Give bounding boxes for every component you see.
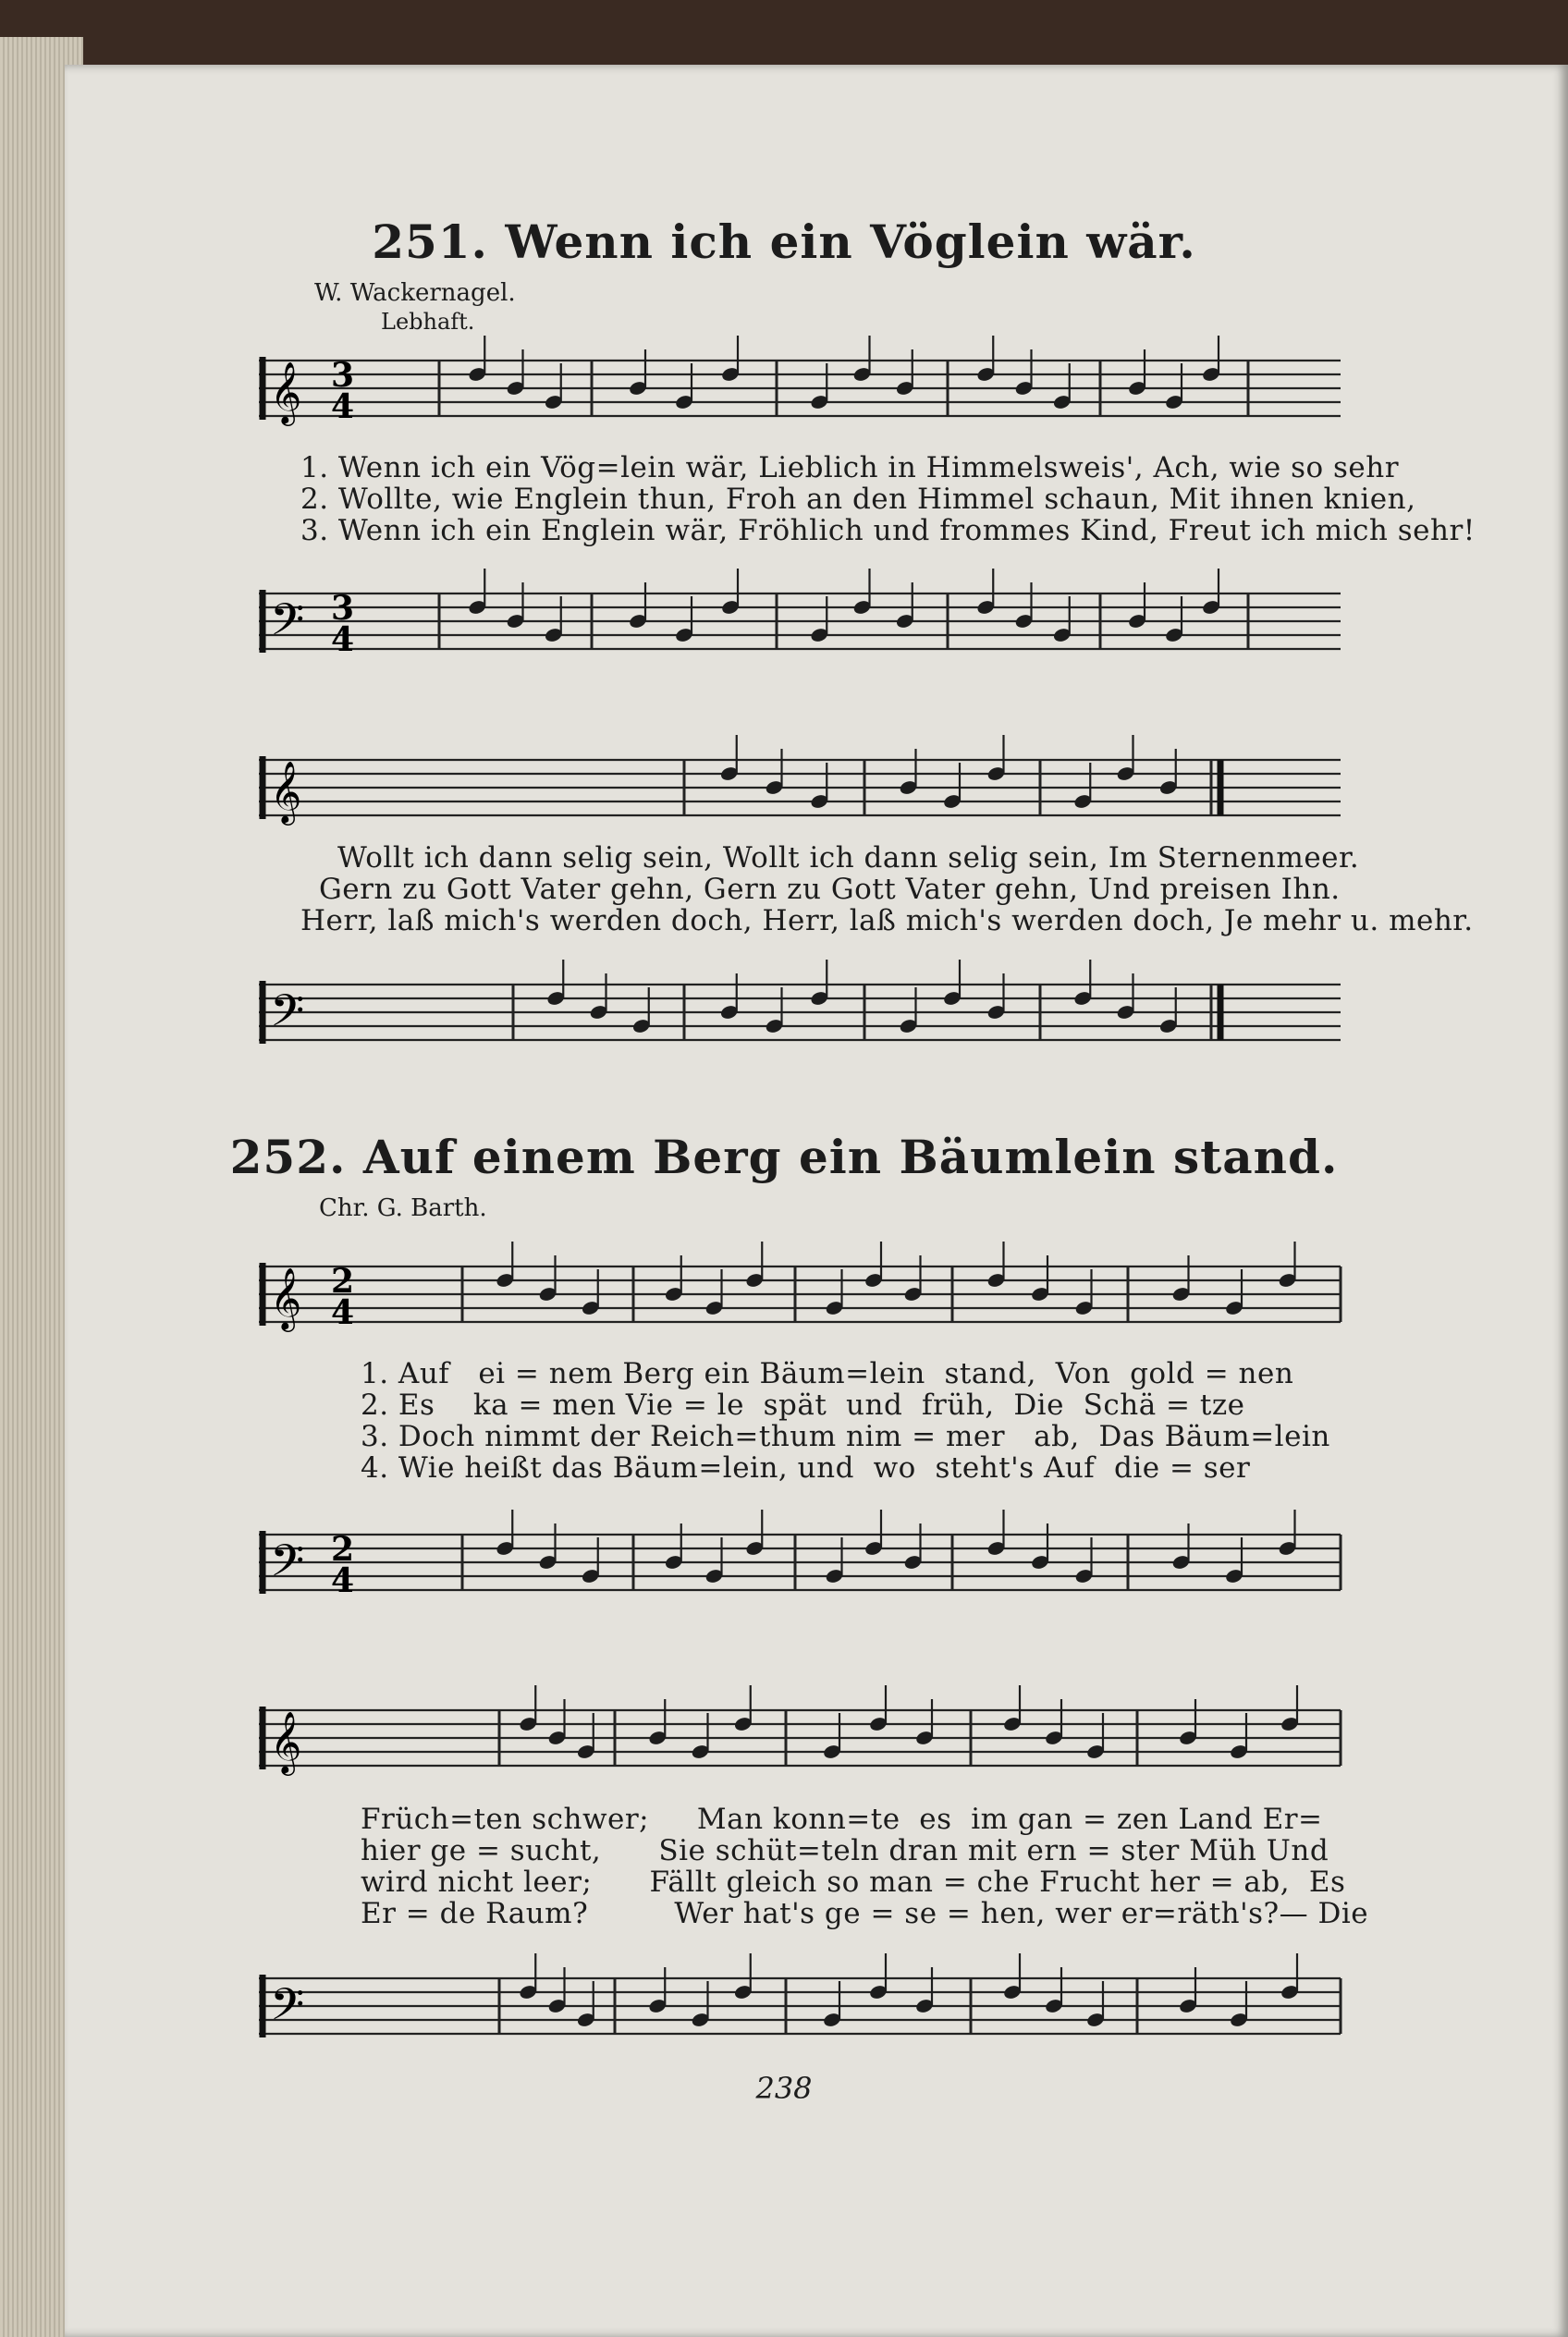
page-number: 238	[755, 2071, 813, 2106]
composer: W. Wackernagel.	[314, 279, 516, 307]
lyric-line: Früch=ten schwer; Man konn=te es im gan = zen Land Er=	[361, 1803, 1323, 1836]
music-staff	[250, 1507, 1378, 1636]
music-staff	[250, 566, 1378, 695]
lyric-line: Herr, laß mich's werden doch, Herr, laß mich's werden doch, Je mehr u. mehr.	[300, 904, 1474, 937]
bass-clef-icon: 𝄢	[270, 593, 305, 656]
lyric-line: 1. Auf ei = nem Berg ein Bäum=lein stand, Von gold = nen	[361, 1357, 1294, 1390]
lyric-line: Gern zu Gott Vater gehn, Gern zu Gott Vater gehn, Und preisen Ihn.	[319, 873, 1341, 906]
time-signature-numerator: 2	[331, 1262, 355, 1301]
time-signature-denominator: 4	[331, 1293, 355, 1332]
bass-clef-icon: 𝄢	[270, 1535, 305, 1597]
time-signature-denominator: 4	[331, 1561, 355, 1600]
music-staff	[250, 1239, 1378, 1368]
music-staff	[250, 1682, 1378, 1812]
lyric-line: Er = de Raum? Wer hat's ge = se = hen, wer er=räth's?— Die	[361, 1897, 1369, 1930]
bass-clef-icon: 𝄢	[270, 1978, 305, 2041]
composer: Chr. G. Barth.	[319, 1194, 487, 1222]
time-signature-numerator: 3	[331, 589, 355, 628]
time-signature-denominator: 4	[331, 387, 355, 426]
time-signature-denominator: 4	[331, 620, 355, 659]
lyric-line: 3. Doch nimmt der Reich=thum nim = mer ab, Das Bäum=lein	[361, 1420, 1330, 1453]
lyric-line: 1. Wenn ich ein Vög=lein wär, Lieblich in Himmelsweis', Ach, wie so sehr	[300, 451, 1400, 484]
lyric-line: Wollt ich dann selig sein, Wollt ich dann selig sein, Im Sternenmeer.	[337, 841, 1360, 875]
tempo-marking: Lebhaft.	[381, 309, 475, 335]
treble-clef-icon: 𝄞	[270, 1266, 302, 1329]
lyric-line: 2. Wollte, wie Englein thun, Froh an den Himmel schaun, Mit ihnen knien,	[300, 483, 1416, 516]
lyric-line: 3. Wenn ich ein Englein wär, Fröhlich und frommes Kind, Freut ich mich sehr!	[300, 514, 1476, 547]
music-staff	[250, 1951, 1378, 2080]
treble-clef-icon: 𝄞	[270, 361, 302, 423]
treble-clef-icon: 𝄞	[270, 760, 302, 823]
lyric-line: 2. Es ka = men Vie = le spät und früh, Die Schä = tze	[361, 1389, 1245, 1422]
lyric-line: hier ge = sucht, Sie schüt=teln dran mit ern = ster Müh Und	[361, 1834, 1329, 1867]
hymn-title: 251. Wenn ich ein Vöglein wär.	[372, 214, 1196, 269]
lyric-line: 4. Wie heißt das Bäum=lein, und wo steht's Auf die = ser	[361, 1451, 1251, 1485]
time-signature-numerator: 3	[331, 356, 355, 395]
music-staff	[250, 333, 1378, 462]
time-signature-numerator: 2	[331, 1530, 355, 1569]
bass-clef-icon: 𝄢	[270, 985, 305, 1047]
treble-clef-icon: 𝄞	[270, 1710, 302, 1773]
lyric-line: wird nicht leer; Fällt gleich so man = che Frucht her = ab, Es	[361, 1866, 1346, 1899]
music-staff	[250, 957, 1378, 1086]
hymn-title: 252. Auf einem Berg ein Bäumlein stand.	[229, 1130, 1339, 1184]
